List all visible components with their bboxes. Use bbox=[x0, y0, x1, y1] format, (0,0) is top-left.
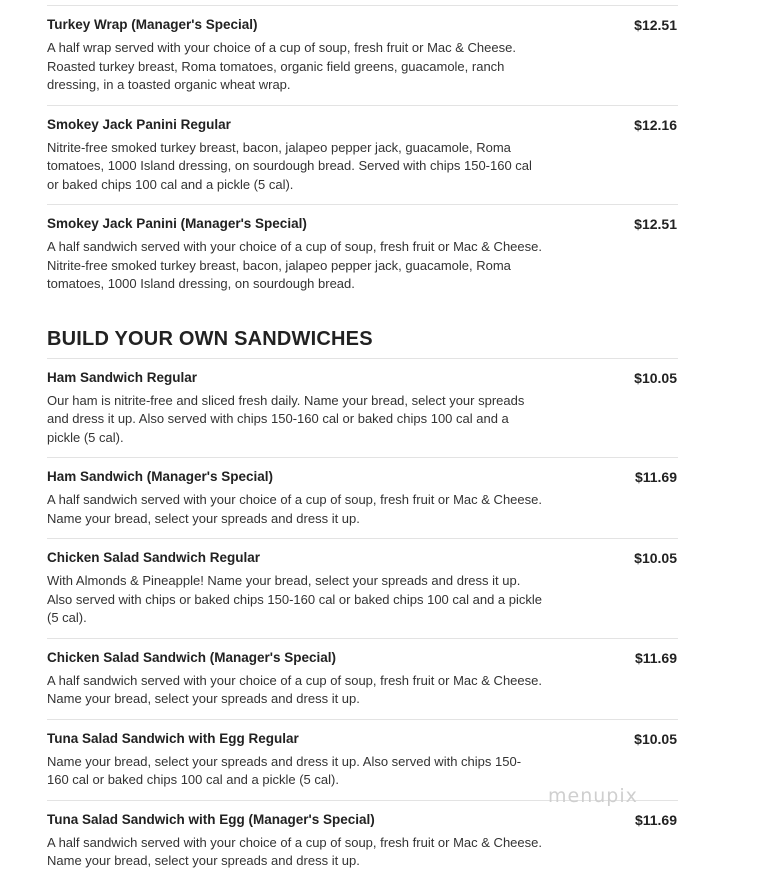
menu-item-description: Our ham is nitrite-free and sliced fresh daily. Name your bread, select your spreads and dress it up. Also served with chips 150-160 cal or baked chips 100 cal and a pickle (5 cal). bbox=[47, 392, 525, 445]
menu-item-price: $10.05 bbox=[634, 369, 677, 386]
menu-item-description: A half sandwich served with your choice of a cup of soup, fresh fruit or Mac & Cheese. Name your bread, select your spreads and dress it up. bbox=[47, 492, 542, 526]
menu-item-price: $11.69 bbox=[634, 811, 677, 828]
menu-item-name: Ham Sandwich Regular bbox=[47, 369, 198, 385]
menu-item-price: $10.05 bbox=[634, 730, 677, 747]
menu-item-description: A half wrap served with your choice of a cup of soup, fresh fruit or Mac & Cheese. Roasted turkey breast, Roma tomatoes, organic field greens, guacamole, ranch dressing, in a toasted organic wheat wrap. bbox=[47, 40, 516, 92]
menu-item-description: A half sandwich served with your choice of a cup of soup, fresh fruit or Mac & Cheese. Nitrite-free smoked turkey breast, bacon, jalapeo pepper jack, guacamole, Roma tomatoes, 1000 Island dressing, on sourdough bread. bbox=[47, 239, 542, 291]
menu-item-price: $12.51 bbox=[634, 17, 677, 33]
menu-item-price: $12.16 bbox=[634, 116, 677, 133]
menu-item bbox=[47, 538, 678, 638]
menu-item-header bbox=[47, 467, 678, 487]
menu-item bbox=[47, 358, 678, 458]
menu-item-name: Chicken Salad Sandwich Regular bbox=[47, 550, 261, 565]
menu-item-header bbox=[47, 214, 678, 234]
menu-item-name: Smokey Jack Panini Regular bbox=[47, 116, 231, 132]
menu-item-header bbox=[47, 810, 678, 830]
menu-item-header bbox=[47, 548, 678, 568]
menu-list bbox=[47, 5, 678, 881]
menu-item-name: Tuna Salad Sandwich with Egg (Manager's Special) bbox=[47, 811, 375, 827]
menu-item bbox=[47, 638, 678, 719]
menu-item-header bbox=[47, 648, 678, 668]
menu-item bbox=[47, 105, 678, 205]
menu-item-name: Tuna Salad Sandwich with Egg Regular bbox=[47, 730, 299, 746]
menu-item-name: Smokey Jack Panini (Manager's Special) bbox=[47, 216, 307, 231]
menu-item bbox=[47, 457, 678, 538]
menu-item-description: Name your bread, select your spreads and dress it up. Also served with chips 150-160 cal or baked chips 100 cal and a pickle (5 cal). bbox=[47, 753, 522, 787]
menu-item bbox=[47, 800, 678, 881]
menu-section-wraps-panini bbox=[47, 5, 678, 304]
menu-item-description: A half sandwich served with your choice of a cup of soup, fresh fruit or Mac & Cheese. Name your bread, select your spreads and dress it up. bbox=[47, 834, 542, 868]
menu-item-header bbox=[47, 115, 678, 135]
menupix-watermark: menupix bbox=[548, 785, 638, 807]
menu-item-description: With Almonds & Pineapple! Name your bread, select your spreads and dress it up. Also served with chips or baked chips 150-160 cal or baked chips 100 cal and a pickle (5 cal). bbox=[47, 573, 543, 625]
section-title: BUILD YOUR OWN SANDWICHES bbox=[47, 327, 373, 350]
menu-item-price: $10.05 bbox=[634, 550, 677, 566]
menu-item-price: $11.69 bbox=[634, 649, 677, 666]
menu-item-description: A half sandwich served with your choice of a cup of soup, fresh fruit or Mac & Cheese. Name your bread, select your spreads and dress it up. bbox=[47, 672, 542, 706]
menu-item-name: Ham Sandwich (Manager's Special) bbox=[47, 469, 274, 484]
menu-item-name: Chicken Salad Sandwich (Manager's Special) bbox=[47, 649, 337, 665]
menu-item-description: Nitrite-free smoked turkey breast, bacon, jalapeo pepper jack, guacamole, Roma tomatoes, 1000 Island dressing, on sourdough bread. Served with chips 150-160 cal or baked chips 100 cal and a pickle (5 cal). bbox=[47, 139, 532, 192]
menu-item-price: $12.51 bbox=[634, 216, 677, 232]
menu-item-header bbox=[47, 729, 678, 749]
menu-item-name: Turkey Wrap (Manager's Special) bbox=[47, 17, 258, 32]
menu-item bbox=[47, 204, 678, 304]
menu-item bbox=[47, 5, 678, 105]
menu-item-price: $11.69 bbox=[634, 469, 677, 485]
menu-item-header bbox=[47, 15, 678, 35]
menu-item-header bbox=[47, 368, 678, 388]
